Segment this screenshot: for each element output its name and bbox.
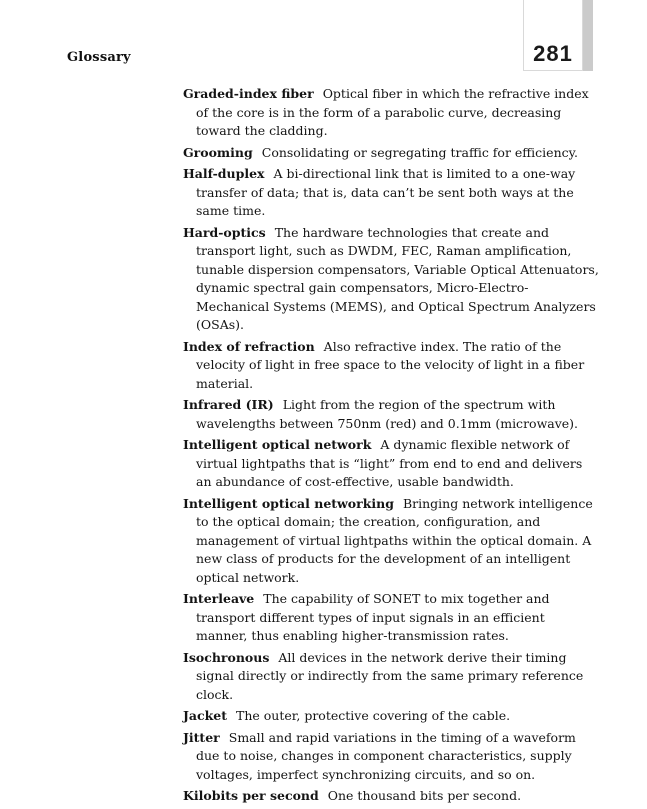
glossary-definition: Small and rapid variations in the timing of a waveform due to noise, changes in component characteristics, supply voltages, imperfect synchronizing circuits, and so on. xyxy=(196,729,576,782)
glossary-entry xyxy=(183,787,599,806)
glossary-entry xyxy=(183,144,599,163)
glossary-term: Jacket xyxy=(183,708,228,723)
page-number-box xyxy=(523,0,583,71)
glossary-term: Kilobits per second xyxy=(183,788,319,803)
glossary-term: Jitter xyxy=(183,729,220,745)
corner-tab-bar xyxy=(583,0,593,71)
glossary-term: Index of refraction xyxy=(183,338,315,354)
glossary-definition: Light from the region of the spectrum with wavelengths between 750nm (red) and 0.1mm (microwave). xyxy=(196,397,579,431)
glossary-term: Hard-optics xyxy=(183,224,266,240)
glossary-definition: Consolidating or segregating traffic for efficiency. xyxy=(261,144,578,160)
glossary-term: Half-duplex xyxy=(183,166,265,181)
glossary-entry xyxy=(183,85,599,141)
glossary-definition: Optical fiber in which the refractive index of the core is in the form of a parabolic curve, decreasing toward the cladding. xyxy=(196,86,589,138)
glossary-entry xyxy=(183,224,599,335)
glossary-definition: The hardware technologies that create and transport light, such as DWDM, FEC, Raman amplification, tunable dispersion compensators, Variable Optical Attenuators, dynamic spectral gain compensators, Micro-Electro-Mechanical Systems (MEMS), and Optical Spectrum Analyzers (OSAs). xyxy=(196,224,599,332)
glossary-entries xyxy=(183,85,599,809)
glossary-entry xyxy=(183,338,599,394)
glossary-term: Graded-index fiber xyxy=(183,86,314,101)
glossary-definition: All devices in the network derive their timing signal directly or indirectly from the same primary reference clock. xyxy=(196,649,584,702)
glossary-term: Isochronous xyxy=(183,649,270,665)
glossary-definition: A dynamic flexible network of virtual lightpaths that is “light” from end to end and delivers an abundance of cost-effective, usable bandwidth. xyxy=(196,437,583,489)
glossary-term: Infrared (IR) xyxy=(183,397,274,412)
glossary-definition: One thousand bits per second. xyxy=(327,788,522,803)
glossary-entry xyxy=(183,396,599,433)
glossary-definition: Bringing network intelligence to the optical domain; the creation, configuration, and management of virtual lightpaths within the optical domain. A new class of products for the development of an intelligent optical network. xyxy=(196,495,593,585)
glossary-term: Intelligent optical network xyxy=(183,437,372,452)
glossary-definition: A bi-directional link that is limited to a one-way transfer of data; that is, data can’t be sent both ways at the same time. xyxy=(196,166,576,218)
glossary-term: Interleave xyxy=(183,591,255,606)
glossary-entry xyxy=(183,165,599,221)
glossary-entry xyxy=(183,495,599,588)
glossary-entry xyxy=(183,436,599,492)
glossary-entry xyxy=(183,729,599,785)
glossary-definition: The outer, protective covering of the cable. xyxy=(236,708,511,723)
glossary-entry xyxy=(183,649,599,705)
running-title: Glossary xyxy=(67,50,131,65)
glossary-entry xyxy=(183,707,599,726)
page-number: 281 xyxy=(533,41,573,66)
glossary-term: Intelligent optical networking xyxy=(183,495,394,511)
glossary-entry xyxy=(183,590,599,646)
glossary-definition: Also refractive index. The ratio of the velocity of light in free space to the velocity of light in a fiber material. xyxy=(196,338,585,391)
glossary-definition: The capability of SONET to mix together and transport different types of input signals in an efficient manner, thus enabling higher-transmission rates. xyxy=(196,591,550,643)
glossary-term: Grooming xyxy=(183,144,253,160)
